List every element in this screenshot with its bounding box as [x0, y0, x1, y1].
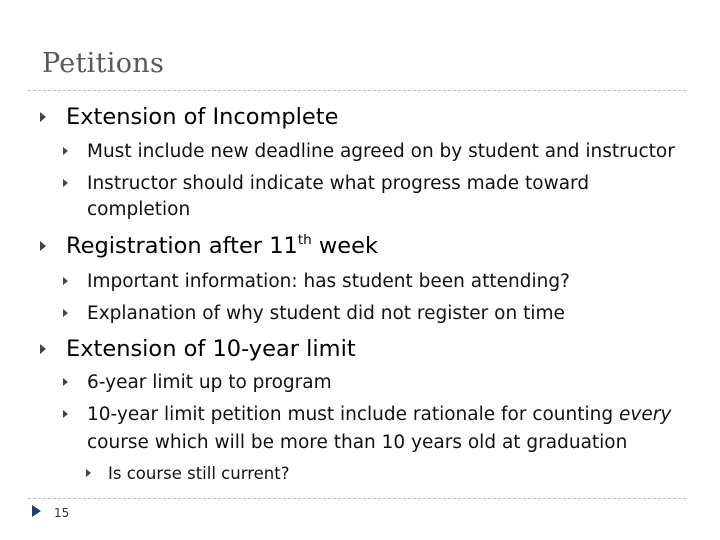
sub-bullet-emphasis: every	[619, 404, 672, 425]
bullet-text-post: week	[311, 233, 378, 259]
bullet-text: Extension of 10-year limit	[66, 336, 356, 362]
bullet-arrow-icon	[63, 378, 68, 386]
sub-bullet-continuation: completion	[87, 199, 191, 220]
bullet-extension-of-10-year-limit	[66, 336, 356, 362]
top-divider	[28, 90, 686, 91]
sub-bullet-text: Instructor should indicate what progress made toward	[87, 173, 590, 194]
sub-bullet	[87, 372, 332, 393]
sub-bullet	[87, 404, 671, 425]
footer-triangle-icon	[32, 505, 41, 517]
sub-bullet	[87, 141, 675, 162]
sub-bullet	[87, 303, 565, 324]
bullet-arrow-icon	[40, 344, 46, 354]
sub-bullet-text: 10-year limit petition must include rationale for counting	[87, 404, 620, 425]
sub-sub-bullet	[108, 464, 289, 483]
sub-bullet-text: Must include new deadline agreed on by student and instructor	[87, 141, 675, 162]
bullet-text-pre: Registration after 11	[66, 233, 298, 259]
bullet-arrow-icon	[40, 241, 46, 251]
sub-bullet	[87, 173, 589, 194]
bullet-arrow-icon	[63, 410, 68, 418]
page-number: 15	[54, 506, 70, 520]
sub-bullet-text: Explanation of why student did not register on time	[87, 303, 565, 324]
bullet-arrow-icon	[63, 309, 68, 317]
bullet-text-superscript: th	[297, 232, 312, 249]
bullet-extension-of-incomplete	[66, 104, 338, 130]
bullet-arrow-icon	[86, 469, 91, 477]
sub-bullet	[87, 271, 570, 292]
sub-bullet-continuation: course which will be more than 10 years old at graduation	[87, 432, 628, 453]
bullet-text: Extension of Incomplete	[66, 104, 339, 130]
bottom-divider	[28, 498, 686, 499]
bullet-arrow-icon	[40, 112, 46, 122]
sub-bullet-text: 6-year limit up to program	[87, 372, 332, 393]
bullet-arrow-icon	[63, 277, 68, 285]
sub-sub-bullet-text: Is course still current?	[108, 464, 290, 483]
sub-bullet-text: Important information: has student been attending?	[87, 271, 570, 292]
bullet-arrow-icon	[63, 147, 68, 155]
bullet-arrow-icon	[63, 179, 68, 187]
slide-title: Petitions	[42, 48, 165, 79]
bullet-registration-after-11th-week	[66, 233, 378, 259]
